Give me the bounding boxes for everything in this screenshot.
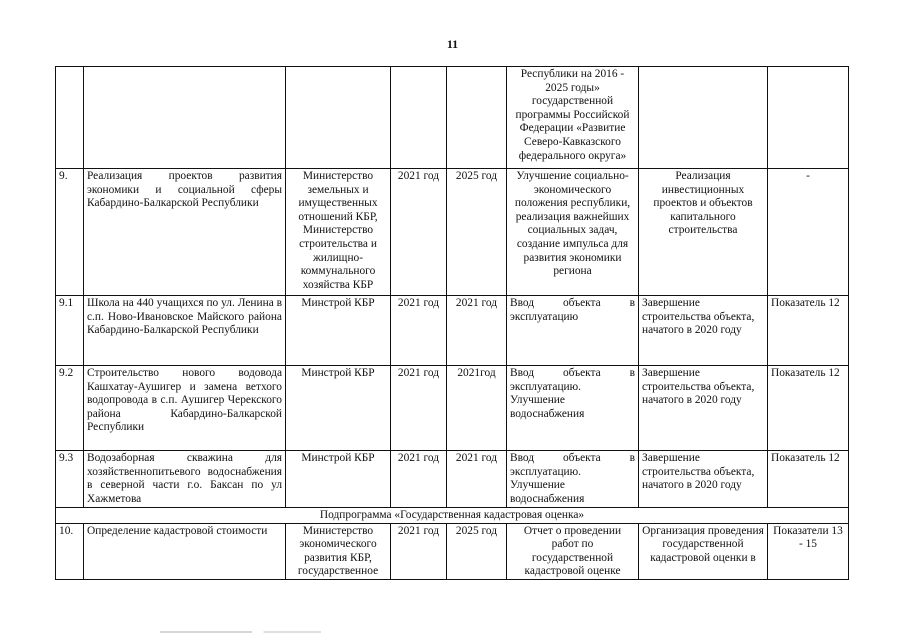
consequence: Организация проведения государственной кадастровой оценки в xyxy=(639,523,768,579)
scan-artifact-line xyxy=(160,631,390,633)
expected-result: Отчет о проведении работ по государственной кадастровой оценке xyxy=(507,523,639,579)
start-date: 2021 год xyxy=(391,169,447,296)
table-row xyxy=(56,296,849,366)
indicator: - xyxy=(768,169,849,296)
activity-name: Строительство нового водовода Кашхатау-Аушигер и замена ветхого водопровода в с.п. Аушигер Черекского района Кабардино-Балкарской Республики xyxy=(84,366,286,451)
cell-indicator xyxy=(768,67,849,169)
cell-name xyxy=(84,67,286,169)
start-date: 2021 год xyxy=(391,296,447,366)
indicator: Показатель 12 xyxy=(768,296,849,366)
consequence: Завершение строительства объекта, начатого в 2020 году xyxy=(639,296,768,366)
activity-name: Реализация проектов развития экономики и социальной сферы Кабардино-Балкарской Республики xyxy=(84,169,286,296)
expected-result: Ввод объекта в эксплуатацию xyxy=(507,296,639,366)
end-date: 2021 год xyxy=(447,296,507,366)
table-row xyxy=(56,523,849,579)
cell-num xyxy=(56,67,84,169)
row-number: 10. xyxy=(56,523,84,579)
expected-result: Ввод объекта в эксплуатацию. Улучшение водоснабжения xyxy=(507,366,639,451)
start-date: 2021 год xyxy=(391,523,447,579)
end-date: 2025 год xyxy=(447,169,507,296)
end-date: 2021 год xyxy=(447,451,507,508)
indicator: Показатели 13 - 15 xyxy=(768,523,849,579)
executor: Минстрой КБР xyxy=(286,296,391,366)
activities-table xyxy=(55,66,849,580)
subprogram-header-row xyxy=(56,508,849,524)
cell-executor xyxy=(286,67,391,169)
expected-result: Улучшение социально-экономического положения республики, реализация важнейших социальных задач, создание импульса для развития экономики региона xyxy=(507,169,639,296)
row-number: 9.2 xyxy=(56,366,84,451)
continuation-row xyxy=(56,67,849,169)
executor: Министерство экономического развития КБР, государственное xyxy=(286,523,391,579)
executor: Минстрой КБР xyxy=(286,366,391,451)
table-row xyxy=(56,451,849,508)
table-row xyxy=(56,169,849,296)
cell-result: Республики на 2016 - 2025 годы» государственной программы Российской Федерации «Развитие Северо-Кавказского федерального округа» xyxy=(507,67,639,169)
cell-start xyxy=(391,67,447,169)
cell-consequence xyxy=(639,67,768,169)
indicator: Показатель 12 xyxy=(768,451,849,508)
consequence: Реализация инвестиционных проектов и объектов капитального строительства xyxy=(639,169,768,296)
start-date: 2021 год xyxy=(391,451,447,508)
consequence: Завершение строительства объекта, начатого в 2020 году xyxy=(639,366,768,451)
cell-end xyxy=(447,67,507,169)
table-row xyxy=(56,366,849,451)
activity-name: Водозаборная скважина для хозяйственнопитьевого водоснабжения в северной части г.о. Баксан по ул Хажметова xyxy=(84,451,286,508)
executor: Минстрой КБР xyxy=(286,451,391,508)
row-number: 9.3 xyxy=(56,451,84,508)
start-date: 2021 год xyxy=(391,366,447,451)
executor: Министерство земельных и имущественных отношений КБР, Министерство строительства и жилищно-коммунального хозяйства КБР xyxy=(286,169,391,296)
page-number: 11 xyxy=(446,37,459,51)
activity-name: Школа на 440 учащихся по ул. Ленина в с.п. Ново-Ивановское Майского района Кабардино-Балкарской Республики xyxy=(84,296,286,366)
row-number: 9. xyxy=(56,169,84,296)
activity-name: Определение кадастровой стоимости xyxy=(84,523,286,579)
indicator: Показатель 12 xyxy=(768,366,849,451)
subprogram-title: Подпрограмма «Государственная кадастровая оценка» xyxy=(56,508,849,524)
row-number: 9.1 xyxy=(56,296,84,366)
consequence: Завершение строительства объекта, начатого в 2020 году xyxy=(639,451,768,508)
end-date: 2021год xyxy=(447,366,507,451)
end-date: 2025 год xyxy=(447,523,507,579)
expected-result: Ввод объекта в эксплуатацию. Улучшение водоснабжения xyxy=(507,451,639,508)
